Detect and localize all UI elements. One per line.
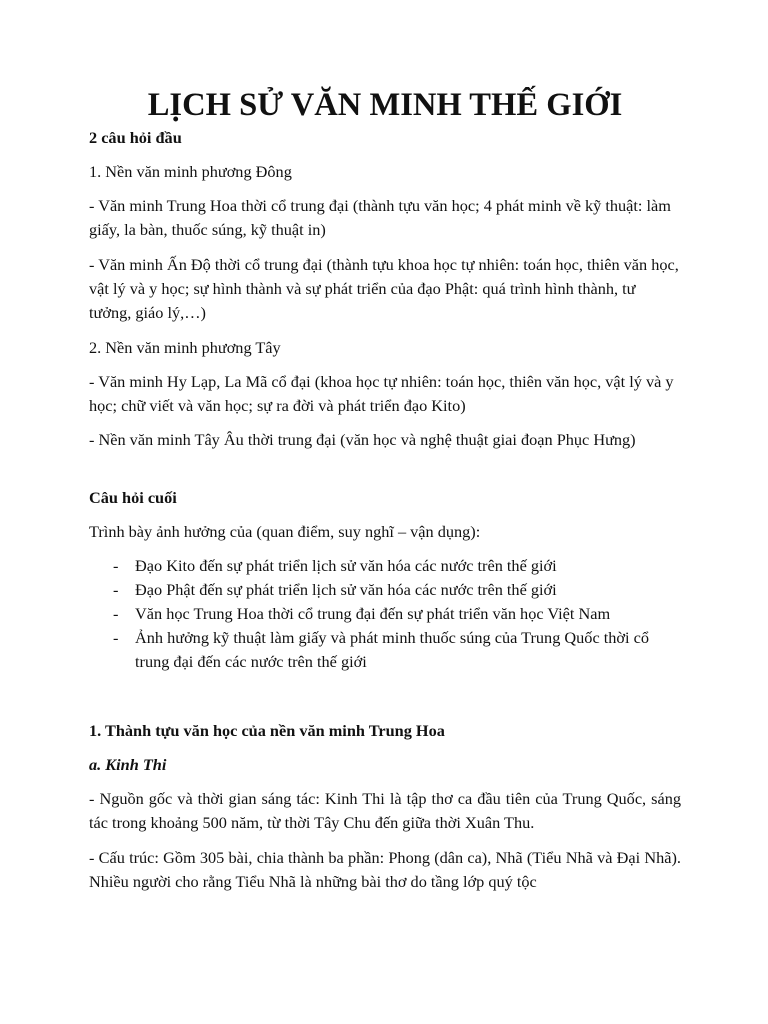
document-title: LỊCH SỬ VĂN MINH THẾ GIỚI: [147, 87, 623, 123]
list-item: [89, 602, 681, 626]
part-1-paragraph-2: - Cấu trúc: Gồm 305 bài, chia thành ba phần: Phong (dân ca), Nhã (Tiểu Nhã và Đại Nhã). Nhiều người cho rằng Tiểu Nhã là những bài thơ do tầng lớp quý tộc: [89, 848, 681, 891]
list-item-text: Ảnh hưởng kỹ thuật làm giấy và phát minh thuốc súng của Trung Quốc thời cổ trung đại đến các nước trên thế giới: [135, 628, 649, 671]
question-1-item-1: - Văn minh Trung Hoa thời cổ trung đại (thành tựu văn học; 4 phát minh về kỹ thuật: làm giấy, la bàn, thuốc súng, kỹ thuật in): [89, 196, 671, 239]
part-1-heading: 1. Thành tựu văn học của nền văn minh Trung Hoa: [89, 721, 445, 740]
list-item: [89, 578, 681, 602]
part-1-subheading: a. Kinh Thi: [89, 755, 167, 774]
last-question-list: [89, 554, 681, 674]
question-1-item-2: - Văn minh Ấn Độ thời cổ trung đại (thành tựu khoa học tự nhiên: toán học, thiên văn học, vật lý và y học; sự hình thành và sự phát triển của đạo Phật: quá trình hình thành, tư tưởng, giáo lý,…): [89, 255, 679, 322]
list-item: [89, 626, 681, 674]
question-2-item-2: - Nền văn minh Tây Âu thời trung đại (văn học và nghệ thuật giai đoạn Phục Hưng): [89, 430, 636, 449]
question-2-heading: 2. Nền văn minh phương Tây: [89, 338, 281, 357]
list-bullet: -: [113, 604, 119, 623]
list-bullet: -: [113, 580, 119, 599]
question-2-item-1: - Văn minh Hy Lạp, La Mã cổ đại (khoa học tự nhiên: toán học, thiên văn học, vật lý và y học; chữ viết và văn học; sự ra đời và phát triển đạo Kito): [89, 372, 674, 415]
last-question-intro: Trình bày ảnh hưởng của (quan điểm, suy nghĩ – vận dụng):: [89, 522, 481, 541]
part-1-paragraph-1: - Nguồn gốc và thời gian sáng tác: Kinh Thi là tập thơ ca đầu tiên của Trung Quốc, sáng tác trong khoảng 500 năm, từ thời Tây Chu đến giữa thời Xuân Thu.: [89, 789, 681, 832]
list-bullet: -: [113, 556, 119, 575]
list-item: [89, 554, 681, 578]
section-heading-last-question: Câu hỏi cuối: [89, 488, 177, 507]
section-heading-first-questions: 2 câu hỏi đầu: [89, 128, 182, 147]
list-item-text: Đạo Kito đến sự phát triển lịch sử văn hóa các nước trên thế giới: [135, 556, 557, 575]
list-item-text: Đạo Phật đến sự phát triển lịch sử văn hóa các nước trên thế giới: [135, 580, 557, 599]
list-bullet: -: [113, 628, 119, 647]
list-item-text: Văn học Trung Hoa thời cổ trung đại đến sự phát triển văn học Việt Nam: [135, 604, 611, 623]
question-1-heading: 1. Nền văn minh phương Đông: [89, 162, 292, 181]
